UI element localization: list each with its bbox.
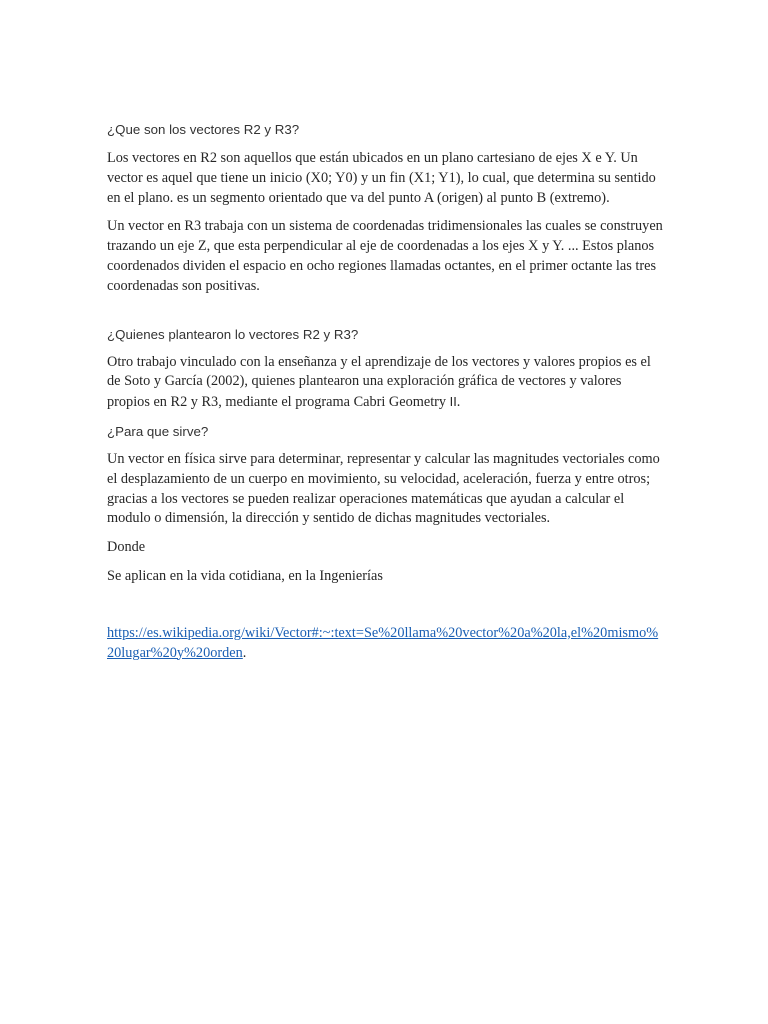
paragraph-soto-garcia-end: . — [456, 394, 461, 411]
paragraph-vectores-r2: Los vectores en R2 son aquellos que están ubicados en un plano cartesiano de ejes X e Y. Un vector es aquel que tiene un inicio (X0; Y0) y un fin (X1; Y1), lo cual, que determina su sentido en el plano. es un segmento orientado que va del punto A (origen) al punto B (extremo). — [107, 150, 656, 206]
paragraph-soto-garcia-text: Otro trabajo vinculado con la enseñanza y el aprendizaje de los vectores y valores propios es el de Soto y García (2002), quienes plantearon una exploración gráfica de vectores y valores propios en R2 y R3, mediante el programa Cabri Geometry — [107, 353, 651, 411]
roman-numeral-two: II — [449, 394, 457, 410]
heading-quienes-plantearon: ¿Quienes plantearon lo vectores R2 y R3? — [107, 326, 359, 342]
label-donde: Donde — [107, 539, 146, 556]
reference-link-line — [107, 624, 663, 664]
heading-que-son: ¿Que son los vectores R2 y R3? — [107, 122, 300, 137]
link-period: . — [242, 644, 247, 661]
paragraph-soto-garcia — [107, 353, 663, 413]
paragraph-vectores-r3: Un vector en R3 trabaja con un sistema de coordenadas tridimensionales las cuales se construyen trazando un eje Z, que esta perpendicular al eje de coordenadas a los ejes X y Y. ... Estos planos coordenados dividen el espacio en ocho regiones llamadas octantes, en el primer octante las tres coordenadas son positivas. — [107, 218, 663, 294]
document-body — [107, 120, 663, 663]
paragraph-aplicaciones: Se aplican en la vida cotidiana, en la Ingenierías — [107, 567, 383, 584]
heading-para-que-sirve: ¿Para que sirve? — [107, 423, 209, 439]
paragraph-fisica: Un vector en física sirve para determinar, representar y calcular las magnitudes vectoriales como el desplazamiento de un cuerpo en movimiento, su velocidad, aceleración, fuerza y entre otros; gracias a los vectores se pueden realizar operaciones matemáticas que ayudan a calcular el modulo o dimensión, la dirección y sentido de dichas magnitudes vectoriales. — [107, 450, 660, 527]
wikipedia-link[interactable]: https://es.wikipedia.org/wiki/Vector#:~:text=Se%20llama%20vector%20a%20la,el%20mismo%20lugar%20y%20orden — [107, 624, 659, 661]
